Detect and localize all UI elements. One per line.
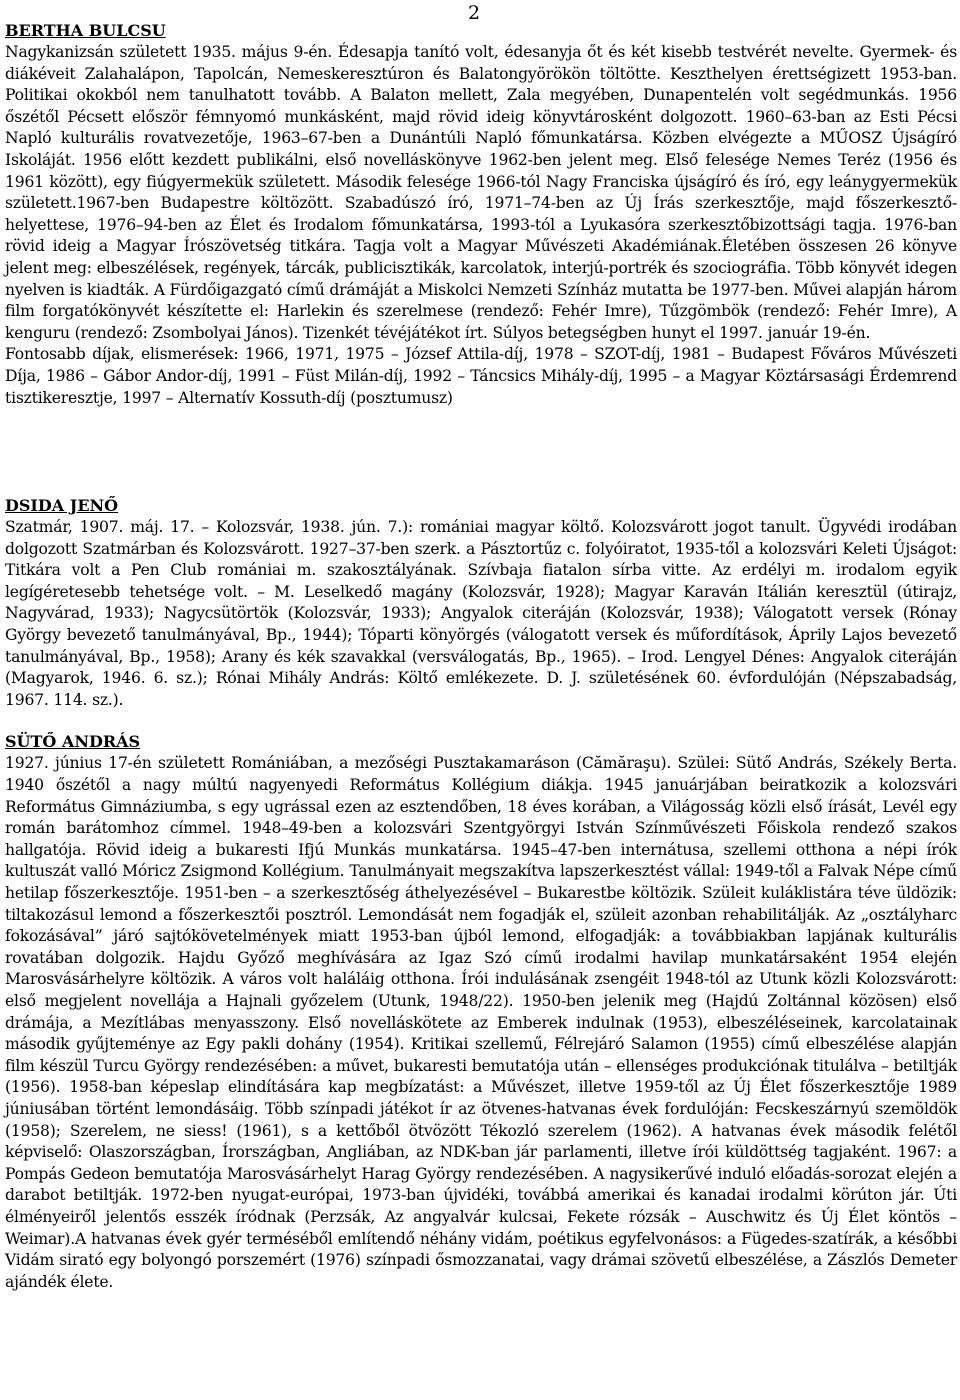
page-number: 2 <box>468 2 481 24</box>
section-dsida-jeno <box>5 495 957 711</box>
biography-paragraph: Nagykanizsán született 1935. május 9-én. Édesapja tanító volt, édesanyja őt és két kisebb testvérét nevelte. Gyermek- és diákéveit Zalahalápon, Tapolcán, Nemeskeresztúron és Balatongyörökön töltötte. Keszthelyen érettségizett 1953-ban. Politikai okokból nem tanulhatott tovább. A Balaton mellett, Zala megyében, Dunapentelén volt segédmunkás. 1956 őszétől Pécsett először fémnyomó munkásként, majd rövid ideig könyvtárosként dolgozott. 1960–63-ban az Esti Pécsi Napló kulturális rovatvezetője, 1963–67-ben a Dunántúli Napló főmunkatársa. Közben elvégezte a MŰOSZ Újságíró Iskoláját. 1956 előtt kezdett publikálni, első novelláskönyve 1962-ben jelent meg. Első felesége Nemes Teréz (1956 és 1961 között), egy fiúgyermekük született. Második felesége 1966-tól Nagy Franciska újságíró és író, egy leánygyermekük született.1967-ben Budapestre költözött. Szabadúszó író, 1971–74-ben az Új Írás szerkesztője, majd főszerkesztő-helyettese, 1976–94-ben az Élet és Irodalom főmunkatársa, 1993-tól a Lyukasóra szerkesztőbizottsági tagja. 1976-ban rövid ideig a Magyar Írószövetség titkára. Tagja volt a Magyar Művészeti Akadémiának.Életében összesen 26 könyve jelent meg: elbeszélések, regények, tárcák, publicisztikák, karcolatok, interjú-portrék és szociográfia. Több könyvét idegen nyelven is kiadták. A Fürdőigazgató című drámáját a Miskolci Nemzeti Színház mutatta be 1977-ben. Művei alapján három film forgatókönyvét készítette el: Harlekin és szerelmese (rendező: Fehér Imre), Tűzgömbök (rendező: Fehér Imre), A kenguru (rendező: Zsombolyai János). Tizenkét tévéjátékot írt. Súlyos betegségben hunyt el 1997. január 19-én. <box>5 43 957 342</box>
section-title: SÜTŐ ANDRÁS <box>5 732 141 752</box>
document-body <box>5 20 957 1293</box>
section-bertha-bulcsu <box>5 20 957 409</box>
section-title: DSIDA JENŐ <box>5 496 119 516</box>
biography-paragraph: Szatmár, 1907. máj. 17. – Kolozsvár, 1938. jún. 7.): romániai magyar költő. Kolozsvárott jogot tanult. Ügyvédi irodában dolgozott Szatmárban és Kolozsvárott. 1927–37-ben szerk. a Pásztortűz c. folyóiratot, 1935-től a kolozsvári Keleti Újságot: Titkára volt a Pen Club romániai m. szakosztályának. Szívbaja fiatalon sírba vitte. Az erdélyi m. irodalom egyik legígéretesebb tehetsége volt. – M. Leselkedő magány (Kolozsvár, 1928); Magyar Karaván Itálián keresztül (útirajz, Nagyvárad, 1933); Nagycsütörtök (Kolozsvár, 1933); Angyalok citeráján (Kolozsvár, 1938); Válogatott versek (Rónay György bevezető tanulmányával, Bp., 1944); Tóparti könyörgés (válogatott versek és műfordítások, Áprily Lajos bevezető tanulmányával, Bp., 1958); Arany és kék szavakkal (versválogatás, Bp., 1965). – Irod. Lengyel Dénes: Angyalok citeráján (Magyarok, 1946. 6. sz.); Rónai Mihály András: Költő emlékezete. D. J. születésének 60. évfordulóján (Népszabadság, 1967. 114. sz.). <box>5 518 957 709</box>
awards-paragraph: Fontosabb díjak, elismerések: 1966, 1971, 1975 – József Attila-díj, 1978 – SZOT-díj, 1981 – Budapest Főváros Művészeti Díja, 1986 – Gábor Andor-díj, 1991 – Füst Milán-díj, 1992 – Táncsics Mihály-díj, 1995 – a Magyar Köztársasági Érdemrend tisztikeresztje, 1997 – Alternatív Kossuth-díj (posztumusz) <box>5 345 957 407</box>
biography-paragraph: 1927. június 17-én született Romániában, a mezőségi Pusztakamaráson (Cămăraşu). Szülei: Sütő András, Székely Berta. 1940 őszétől a nagy múltú nagyenyedi Református Kollégium diákja. 1945 januárjában beiratkozik a kolozsvári Református Gimnáziumba, s egy ugrással ezen az esztendőben, 18 éves korában, a Világosság közli első írását, Levél egy román barátomhoz címmel. 1948–49-ben a kolozsvári Szentgyörgyi István Színművészeti Főiskola rendező szakos hallgatója. Rövid ideig a bukaresti Ifjú Munkás munkatársa. 1945–47-ben internátusa, szellemi otthona a népi írók kultuszát valló Móricz Zsigmond Kollégium. Tanulmányait megszakítva lapszerkesztést vállal: 1949-től a Falvak Népe című hetilap főszerkesztője. 1951-ben – a szerkesztőség áthelyezésével – Bukarestbe költözik. Szüleit kuláklistára téve üldözik: tiltakozásul lemond a főszerkesztői posztról. Lemondását nem fogadják el, szüleit azonban rehabilitálják. Az „osztályharc fokozásával” járó sajtókövetelmények miatt 1953-ban újból lemond, elfogadják: a továbbiakban lapjának kulturális rovatában dolgozik. Hajdu Győző meghívására az Igaz Szó című irodalmi havilap munkatársaként 1954 elején Marosvásárhelyre költözik. A város volt haláláig otthona. Írói indulásának zsengéit 1948-tól az Utunk közli Kolozsvárott: első megjelent novellája a Hajnali győzelem (Utunk, 1948/22). 1950-ben jelenik meg (Hajdú Zoltánnal közösen) első drámája, a Mezítlábas menyasszony. Első novelláskötete az Emberek indulnak (1953), elbeszéléseinek, karcolatainak második gyűjteménye az Egy pakli dohány (1954). Kritikai szellemű, Félrejáró Salamon (1955) című elbeszélése alapján film készül Turcu György rendezésében: a művet, bukaresti bemutatója után – ellenséges produkciónak titulálva – betiltják (1956). 1958-ban képeslap elindítására kap megbízatást: a Művészet, illetve 1959-től az Új Élet főszerkesztője 1989 júniusában történt lemondásáig. Több színpadi játékot ír az ötvenes-hatvanas évek fordulóján: Fecskeszárnyú szemöldök (1958); Szerelem, ne siess! (1961), s a kettőből ötvözött Tékozló szerelem (1962). A hatvanas évek második felétől képviselő: Olaszországban, Írországban, Angliában, az NDK-ban jár parlamenti, illetve írói küldöttség tagjaként. 1967: a Pompás Gedeon bemutatója Marosvásárhelyt Harag György rendezésében. A nagysikerűvé induló előadás-sorozat elején a darabot betiltják. 1972-ben nyugat-európai, 1973-ban újvidéki, továbbá amerikai és kanadai irodalmi körúton jár. Úti élményeiről jelentős esszék íródnak (Perzsák, Az angyalvár kulcsai, Fekete rózsák – Auschwitz és Új Élet köntös – Weimar).A hatvanas évek gyér terméséből említendő néhány vidám, poétikus egyfelvonásos: a Fügedes-szatírák, a későbbi Vidám sirató egy bolyongó porszemért (1976) színpadi ősmozzanatai, vagy drámai szövetű elbeszélése, a Zászlós Demeter ajándék élete. <box>5 754 957 1291</box>
section-suto-andras <box>5 731 957 1293</box>
section-title: BERTHA BULCSU <box>5 21 166 40</box>
